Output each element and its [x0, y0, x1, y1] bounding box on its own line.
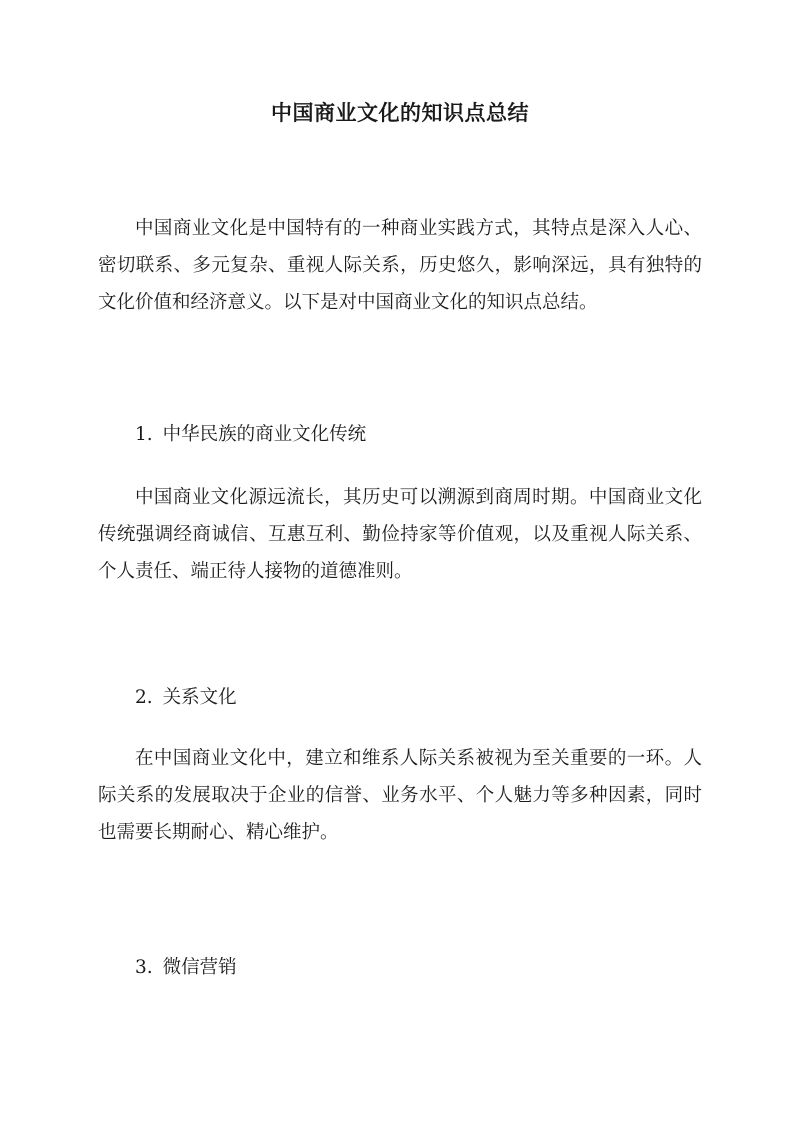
section-heading-3 — [135, 953, 237, 983]
document-title: 中国商业文化的知识点总结 — [271, 100, 529, 125]
section-heading-1 — [135, 420, 366, 450]
section-number-3: 3. — [135, 957, 153, 978]
section-title-1: 中华民族的商业文化传统 — [162, 424, 367, 445]
intro-paragraph: 中国商业文化是中国特有的一种商业实践方式，其特点是深入人心、密切联系、多元复杂、重视人际关系，历史悠久，影响深远，具有独特的文化价值和经济意义。以下是对中国商业文化的知识点总结。 — [98, 218, 702, 313]
section-title-2: 关系文化 — [162, 687, 237, 708]
section-number-1: 1. — [135, 424, 153, 445]
section-number-2: 2. — [135, 687, 153, 708]
section-body-1: 中国商业文化源远流长，其历史可以溯源到商周时期。中国商业文化传统强调经商诚信、互惠互利、勤俭持家等价值观，以及重视人际关系、个人责任、端正待人接物的道德准则。 — [98, 487, 702, 582]
section-body-2: 在中国商业文化中，建立和维系人际关系被视为至关重要的一环。人际关系的发展取决于企业的信誉、业务水平、个人魅力等多种因素，同时也需要长期耐心、精心维护。 — [98, 748, 702, 843]
section-heading-2 — [135, 683, 237, 713]
section-title-3: 微信营销 — [162, 957, 237, 978]
